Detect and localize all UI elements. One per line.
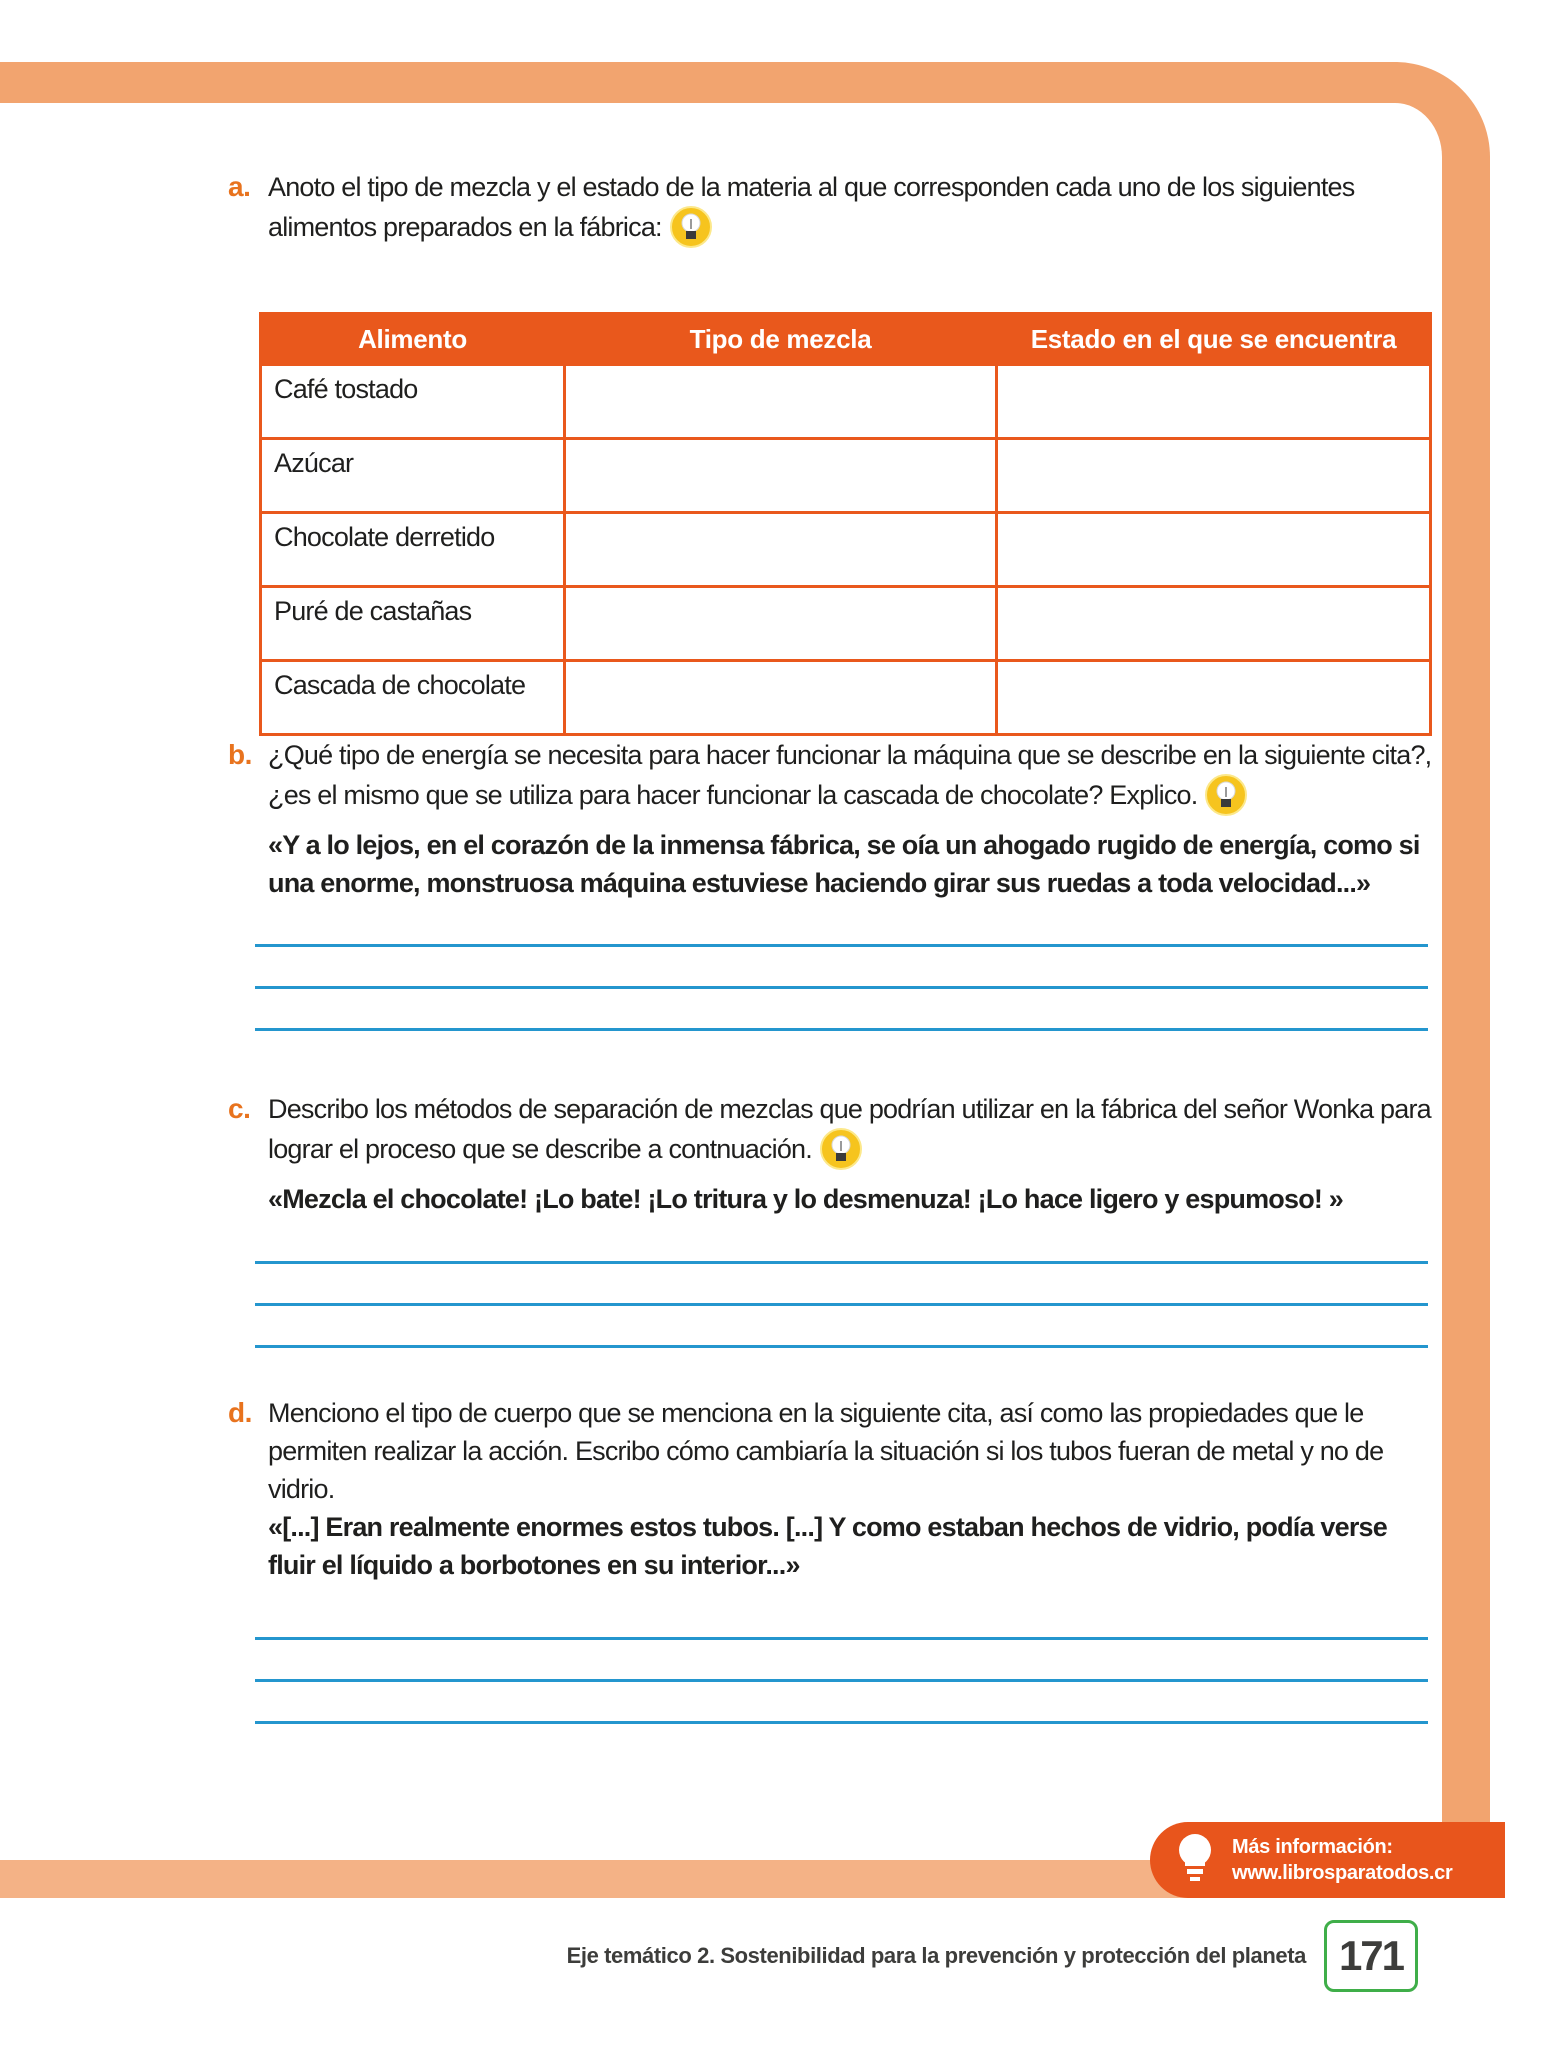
- section-b-prompt: [268, 736, 1438, 826]
- section-b-quote: «Y a lo lejos, en el corazón de la inmensa fábrica, se oía un ahogado rugido de energía, como si una enorme, monstruosa máquina estuviese haciendo girar sus ruedas a toda velocidad...»: [268, 830, 1420, 898]
- answer-cell-mezcla[interactable]: [565, 587, 997, 661]
- section-a: [228, 168, 1438, 258]
- page-footer: [200, 1920, 1418, 1992]
- answer-cell-estado[interactable]: [997, 365, 1431, 439]
- answer-line[interactable]: [255, 947, 1428, 989]
- answer-cell-estado[interactable]: [997, 513, 1431, 587]
- section-b-answer-area: [255, 905, 1428, 1031]
- section-d: [228, 1394, 1438, 1584]
- section-a-prompt: [268, 168, 1438, 258]
- answer-cell-estado[interactable]: [997, 439, 1431, 513]
- section-a-label: a.: [228, 171, 251, 202]
- table-header-tipo-de-mezcla: Tipo de mezcla: [565, 314, 997, 365]
- footer-theme-text: Eje temático 2. Sostenibilidad para la prevención y protección del planeta: [566, 1943, 1306, 1968]
- section-c-label: c.: [228, 1093, 251, 1124]
- answer-line[interactable]: [255, 1264, 1428, 1306]
- page-number: 171: [1338, 1932, 1404, 1979]
- answer-cell-estado[interactable]: [997, 661, 1431, 735]
- more-info-url[interactable]: www.librosparatodos.cr: [1232, 1862, 1453, 1884]
- table-row: [261, 365, 1431, 439]
- answer-line[interactable]: [255, 1222, 1428, 1264]
- food-cell: Cascada de chocolate: [261, 661, 565, 735]
- answer-line[interactable]: [255, 1682, 1428, 1724]
- section-b-prompt-text: ¿Qué tipo de energía se necesita para hacer funcionar la máquina que se describe en la siguiente cita?, ¿es el mismo que se utiliza para hacer funcionar la cascada de chocolate? Explico.: [268, 740, 1432, 810]
- section-c-answer-area: [255, 1222, 1428, 1348]
- section-c-quote: «Mezcla el chocolate! ¡Lo bate! ¡Lo tritura y lo desmenuza! ¡Lo hace ligero y espumoso! »: [268, 1184, 1344, 1214]
- section-b: [228, 736, 1438, 902]
- food-cell: Chocolate derretido: [261, 513, 565, 587]
- more-info-badge: [1150, 1822, 1505, 1898]
- section-b-label: b.: [228, 739, 252, 770]
- section-a-prompt-text: Anoto el tipo de mezcla y el estado de la materia al que corresponden cada uno de los siguientes alimentos preparados en la fábrica:: [268, 172, 1355, 242]
- lightbulb-icon: [670, 206, 712, 258]
- answer-line[interactable]: [255, 1598, 1428, 1640]
- more-info-title: Más información:: [1232, 1836, 1393, 1858]
- answer-line[interactable]: [255, 905, 1428, 947]
- section-d-prompt: Menciono el tipo de cuerpo que se menciona en la siguiente cita, así como las propiedades que le permiten realizar la acción. Escribo cómo cambiaría la situación si los tubos fueran de metal y no de vidrio.: [268, 1398, 1384, 1504]
- food-cell: Café tostado: [261, 365, 565, 439]
- answer-cell-mezcla[interactable]: [565, 661, 997, 735]
- table-row: [261, 661, 1431, 735]
- lightbulb-icon: [820, 1128, 862, 1180]
- table-header-estado: Estado en el que se encuentra: [997, 314, 1431, 365]
- table-row: [261, 513, 1431, 587]
- page-number-box: [1324, 1920, 1418, 1992]
- section-d-answer-area: [255, 1598, 1428, 1724]
- section-c: [228, 1090, 1438, 1218]
- food-cell: Azúcar: [261, 439, 565, 513]
- table-header-row: [261, 314, 1431, 365]
- lightbulb-icon: [1205, 774, 1247, 826]
- answer-cell-mezcla[interactable]: [565, 513, 997, 587]
- section-c-prompt: [268, 1090, 1438, 1180]
- food-cell: Puré de castañas: [261, 587, 565, 661]
- answer-cell-mezcla[interactable]: [565, 365, 997, 439]
- mixtures-table: [259, 312, 1432, 736]
- answer-cell-mezcla[interactable]: [565, 439, 997, 513]
- answer-cell-estado[interactable]: [997, 587, 1431, 661]
- section-d-quote: «[...] Eran realmente enormes estos tubos. [...] Y como estaban hechos de vidrio, podía verse fluir el líquido a borbotones en su interior...»: [268, 1512, 1387, 1580]
- section-c-prompt-text: Describo los métodos de separación de mezclas que podrían utilizar en la fábrica del señor Wonka para lograr el proceso que se describe a contnuación.: [268, 1094, 1431, 1164]
- answer-line[interactable]: [255, 1306, 1428, 1348]
- table-row: [261, 587, 1431, 661]
- section-d-label: d.: [228, 1397, 252, 1428]
- answer-line[interactable]: [255, 989, 1428, 1031]
- answer-line[interactable]: [255, 1640, 1428, 1682]
- table-row: [261, 439, 1431, 513]
- table-header-alimento: Alimento: [261, 314, 565, 365]
- lightbulb-icon: [1172, 1832, 1218, 1889]
